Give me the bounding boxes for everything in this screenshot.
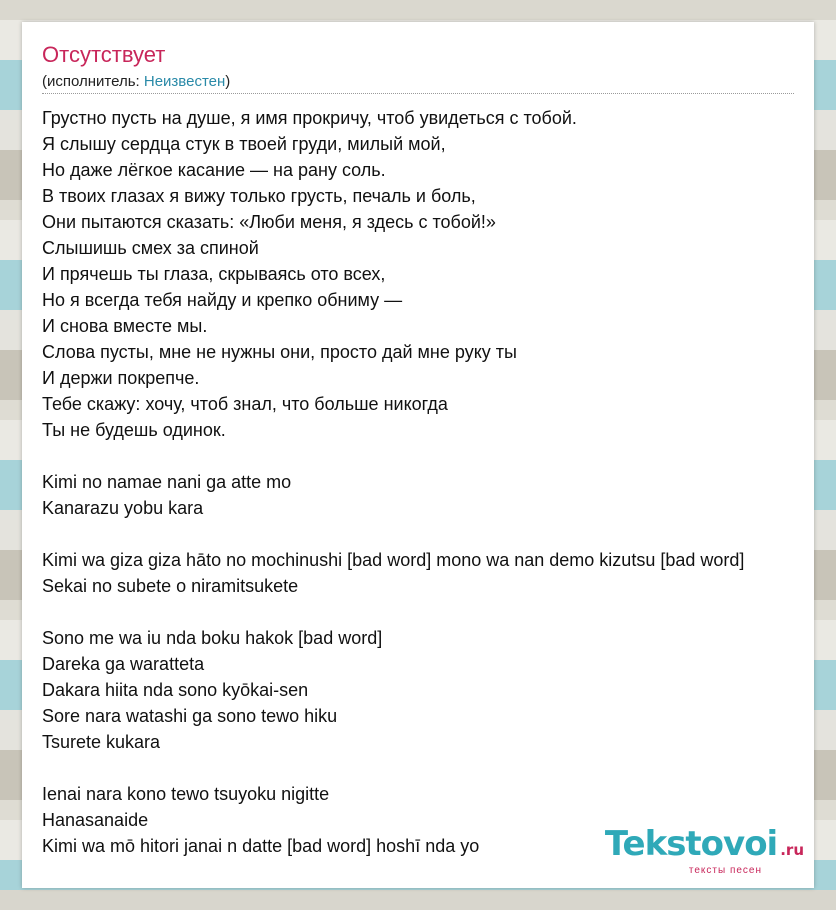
lyrics-line: Kanarazu yobu kara <box>42 498 204 518</box>
byline-prefix: (исполнитель: <box>42 73 144 90</box>
background-band-bottom <box>0 890 836 910</box>
lyrics-line: Kimi wa giza giza hāto no mochinushi [bad word] mono wa nan demo kizutsu [bad word] <box>42 550 745 570</box>
lyrics-line: Kimi wa mō hitori janai n datte [bad word] hoshī nda yo <box>42 836 480 856</box>
lyrics-blank-line <box>42 599 822 625</box>
lyrics-line: И держи покрепче. <box>42 368 200 388</box>
title-divider <box>42 93 794 94</box>
lyrics-line: Dakara hiita nda sono kyōkai-sen <box>42 680 309 700</box>
lyrics-line: Я слышу сердца стук в твоей груди, милый мой, <box>42 134 446 154</box>
artist-byline <box>42 73 230 90</box>
background-band-top <box>0 0 836 20</box>
lyrics-text <box>42 105 822 859</box>
logo-tld: .ru <box>780 841 804 859</box>
lyrics-line: Тебе скажу: хочу, чтоб знал, что больше никогда <box>42 394 448 414</box>
lyrics-blank-line <box>42 521 822 547</box>
lyrics-blank-line <box>42 443 822 469</box>
lyrics-blank-line <box>42 755 822 781</box>
lyrics-line: Ienai nara kono tewo tsuyoku nigitte <box>42 784 330 804</box>
lyrics-card <box>22 22 814 888</box>
logo-name: Tekstovoi <box>604 824 778 864</box>
lyrics-line: Dareka ga waratteta <box>42 654 205 674</box>
artist-link[interactable]: Неизвестен <box>143 73 226 90</box>
byline-suffix: ) <box>225 73 231 90</box>
lyrics-line: Грустно пусть на душе, я имя прокричу, чтоб увидеться с тобой. <box>42 108 577 128</box>
logo-tagline: тексты песен <box>688 865 762 876</box>
lyrics-line: Слышишь смех за спиной <box>42 238 259 258</box>
lyrics-line: Kimi no namae nani ga atte mo <box>42 472 292 492</box>
lyrics-line: И снова вместе мы. <box>42 316 208 336</box>
lyrics-line: Но я всегда тебя найду и крепко обниму — <box>42 290 403 310</box>
lyrics-line: Sore nara watashi ga sono tewo hiku <box>42 706 338 726</box>
lyrics-line: Они пытаются сказать: «Люби меня, я здесь с тобой!» <box>42 212 496 232</box>
lyrics-line: Tsurete kukara <box>42 732 161 752</box>
logo-wordmark <box>604 824 804 867</box>
lyrics-line: Sekai no subete o niramitsukete <box>42 576 299 596</box>
lyrics-line: Слова пусты, мне не нужны они, просто дай мне руку ты <box>42 342 517 362</box>
song-title: Отсутствует <box>42 42 166 67</box>
site-logo[interactable] <box>604 824 804 876</box>
lyrics-line: Но даже лёгкое касание — на рану соль. <box>42 160 386 180</box>
lyrics-line: Ты не будешь одинок. <box>42 420 226 440</box>
lyrics-line: В твоих глазах я вижу только грусть, печаль и боль, <box>42 186 476 206</box>
lyrics-line: Sono me wa iu nda boku hakok [bad word] <box>42 628 383 648</box>
lyrics-line: Hanasanaide <box>42 810 149 830</box>
lyrics-line: И прячешь ты глаза, скрываясь ото всех, <box>42 264 386 284</box>
